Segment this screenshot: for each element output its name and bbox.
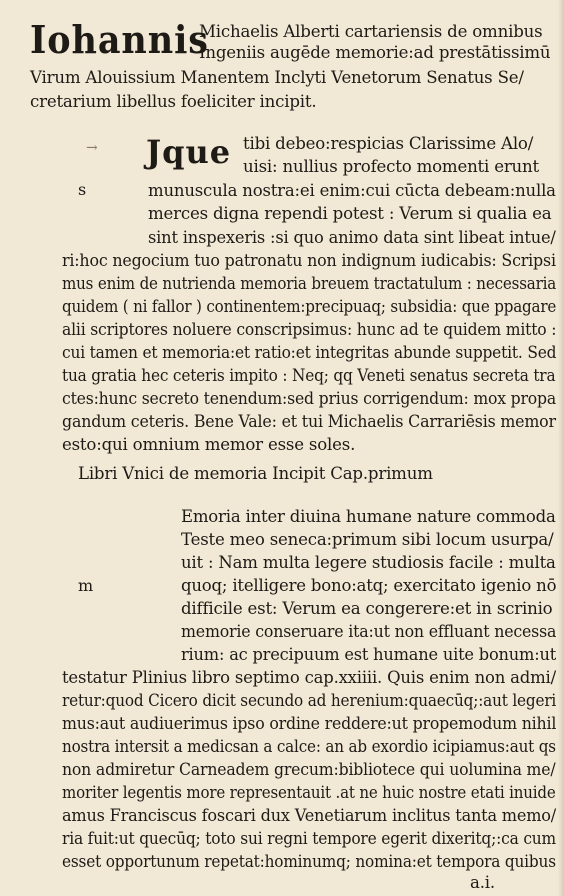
dedication-line-11: tua gratia hec ceteris impito : Neq; qq Veneti senatus secreta tra (62, 366, 556, 385)
dedication-initial-word: Jque (146, 133, 232, 171)
chapter-line-6: memorie conseruare ita:ut non effluant necessa (181, 622, 557, 641)
chapter-line-16: esset opportunum repetat:hominumq; nomina:et tempora quibus (62, 852, 556, 871)
chapter-line-15: ria fuit:ut quecūq; toto sui regni tempore egerit dixeritq;:ca cum (62, 829, 556, 848)
chapter-line-10: mus:aut audiuerimus ipso ordine reddere:ut propemodum nihil (62, 714, 557, 733)
chapter-line-11: nostra intersit a medicsan a calce: an ab exordio icipiamus:aut qs (62, 737, 556, 756)
chapter-line-14: amus Franciscus foscari dux Venetiarum inclitus tanta memo/ (62, 806, 557, 825)
dedication-line-13: gandum ceteris. Bene Vale: et tui Michaelis Carrariēsis memor (62, 412, 556, 431)
dedication-line-14: esto:qui omnium memor esse soles. (62, 435, 356, 454)
chapter-line-13: moriter legentis more representauit .at ne huic nostre etati inuide (62, 783, 556, 802)
chapter-line-8: testatur Plinius libro septimo cap.xxiiii. Quis enim non admi/ (62, 668, 556, 687)
chapter-line-5: difficile est: Verum ea congerere:et in scrinio (181, 599, 553, 618)
page-gutter-shadow (558, 0, 564, 896)
signature-mark: a.i. (470, 873, 495, 892)
header-line-2: Ingeniis augēde memorie:ad prestātissimū (199, 43, 551, 62)
dedication-line-8: quidem ( ni fallor ) continentem:precipuaq; subsidia: que ppagare (62, 297, 557, 316)
header-decorated-name: Iohannis (30, 17, 209, 62)
dedication-line-3: munuscula nostra:ei enim:cui cūcta debeam:nulla (148, 181, 556, 200)
chapter-guide-letter: m (78, 576, 94, 595)
dedication-line-6: ri:hoc negocium tuo patronatu non indignum iudicabis: Scripsi (62, 251, 556, 270)
dedication-line-1: tibi debeo:respicias Clarissime Alo/ (243, 134, 534, 153)
dedication-line-4: merces digna rependi potest : Verum si qualia ea (148, 204, 552, 223)
header-line-3: Virum Alouissium Manentem Inclyti Venetorum Senatus Se/ (30, 68, 524, 87)
dedication-guide-letter: s (78, 180, 87, 199)
chapter-line-1: Emoria inter diuina humane nature commoda (181, 507, 556, 526)
header-line-1: Michaelis Alberti cartariensis de omnibus (199, 22, 543, 41)
dedication-line-7: mus enim de nutrienda memoria breuem tractatulum : necessaria (62, 274, 557, 293)
dedication-line-2: uisi: nullius profecto momenti erunt (243, 157, 540, 176)
dedication-line-12: ctes:hunc secreto tenendum:sed prius corrigendum: mox propa (62, 389, 556, 408)
chapter-line-7: rium: ac precipuum est humane uite bonum:ut (181, 645, 557, 664)
header-line-4: cretarium libellus foeliciter incipit. (30, 92, 317, 111)
chapter-line-2: Teste meo seneca:primum sibi locum usurpa/ (181, 530, 554, 549)
dedication-line-5: sint inspexeris :si quo animo data sint libeat intue/ (148, 228, 556, 247)
chapter-line-9: retur:quod Cicero dicit secundo ad herenium:quaecūq;:aut legeri (62, 691, 557, 710)
chapter-line-3: uit : Nam multa legere studiosis facile : multa (181, 553, 556, 572)
margin-mark: → (86, 140, 98, 156)
dedication-line-10: cui tamen et memoria:et ratio:et integritas abunde suppetit. Sed (62, 343, 557, 362)
chapter-heading: Libri Vnici de memoria Incipit Cap.primum (78, 464, 433, 483)
dedication-line-9: alii scriptores noluere conscripsimus: hunc ad te quidem mitto : (62, 320, 557, 339)
chapter-line-12: non admiretur Carneadem grecum:bibliotece qui uolumina me/ (62, 760, 556, 779)
chapter-line-4: quoq; itelligere bono:atq; exercitato igenio nō (181, 576, 557, 595)
